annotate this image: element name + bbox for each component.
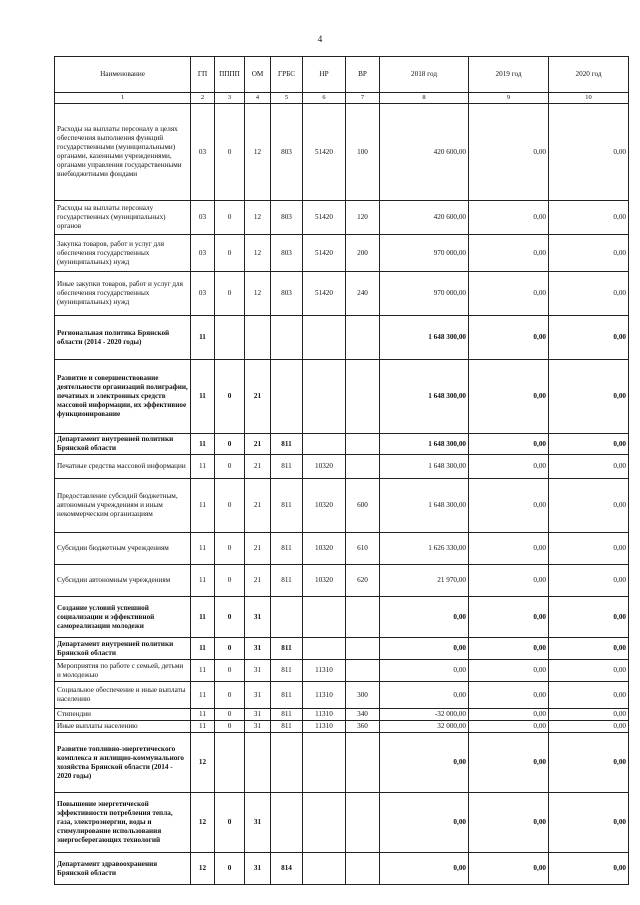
table-cell: 0,00 — [380, 853, 469, 885]
table-cell: 0,00 — [549, 455, 629, 479]
table-cell — [303, 434, 346, 455]
table-cell: 12 — [245, 104, 271, 201]
row-name-cell: Закупка товаров, работ и услуг для обеспечения государственных (муниципальных) нужд — [55, 235, 191, 272]
table-cell — [303, 853, 346, 885]
table-cell — [346, 434, 380, 455]
table-cell: 0,00 — [469, 104, 549, 201]
table-cell: 11 — [191, 709, 215, 721]
table-cell: 0,00 — [469, 455, 549, 479]
table-cell — [303, 316, 346, 360]
table-cell: 0 — [215, 853, 245, 885]
table-cell: 11 — [191, 682, 215, 709]
row-name-cell: Департамент внутренней политики Брянской области — [55, 434, 191, 455]
table-cell — [271, 597, 303, 638]
table-cell: 11 — [191, 360, 215, 434]
table-cell: 0,00 — [469, 272, 549, 316]
table-cell: 803 — [271, 235, 303, 272]
row-name-cell: Печатные средства массовой информации — [55, 455, 191, 479]
table-cell: 11310 — [303, 660, 346, 682]
table-cell — [271, 316, 303, 360]
table-cell: 0 — [215, 455, 245, 479]
table-cell — [215, 733, 245, 793]
table-cell: 11 — [191, 479, 215, 533]
table-cell: 0,00 — [549, 316, 629, 360]
table-cell: 31 — [245, 660, 271, 682]
table-cell: 0,00 — [469, 733, 549, 793]
table-cell — [346, 660, 380, 682]
table-cell: 11 — [191, 316, 215, 360]
table-cell: 0 — [215, 597, 245, 638]
table-cell: 0,00 — [469, 434, 549, 455]
table-cell: 0 — [215, 235, 245, 272]
table-cell: 811 — [271, 455, 303, 479]
table-cell: 12 — [245, 272, 271, 316]
row-name-cell: Иные выплаты населению — [55, 721, 191, 733]
table-cell: 0,00 — [469, 565, 549, 597]
table-cell — [303, 360, 346, 434]
row-name-cell: Расходы на выплаты персоналу государственных (муниципальных) органов — [55, 201, 191, 235]
table-row — [55, 565, 629, 597]
table-cell: 240 — [346, 272, 380, 316]
table-cell: 21 — [245, 565, 271, 597]
row-name-cell: Региональная политика Брянской области (2014 - 2020 годы) — [55, 316, 191, 360]
table-cell: 21 — [245, 533, 271, 565]
table-cell: 0,00 — [469, 316, 549, 360]
row-name-cell: Субсидии автономным учреждениям — [55, 565, 191, 597]
table-cell: 10320 — [303, 565, 346, 597]
table-cell: 0,00 — [549, 565, 629, 597]
table-row — [55, 721, 629, 733]
table-cell: 0,00 — [549, 235, 629, 272]
table-cell — [346, 360, 380, 434]
table-row — [55, 104, 629, 201]
table-row — [55, 360, 629, 434]
header-row — [55, 57, 629, 93]
column-header: ГП — [191, 57, 215, 93]
table-cell: 11 — [191, 565, 215, 597]
column-number: 6 — [303, 93, 346, 104]
table-row — [55, 533, 629, 565]
table-cell: 360 — [346, 721, 380, 733]
table-cell: 1 648 300,00 — [380, 316, 469, 360]
table-cell: 0 — [215, 721, 245, 733]
table-cell: 0,00 — [469, 597, 549, 638]
table-cell: 0,00 — [469, 709, 549, 721]
table-cell: 340 — [346, 709, 380, 721]
column-number: 10 — [549, 93, 629, 104]
table-row — [55, 853, 629, 885]
column-number: 1 — [55, 93, 191, 104]
table-cell: 0 — [215, 565, 245, 597]
column-header: ВР — [346, 57, 380, 93]
row-name-cell: Расходы на выплаты персоналу в целях обеспечения выполнения функций государственными (муниципальными) органами, казенными учреждениями, органами управления государственными внебюджетными фондами — [55, 104, 191, 201]
table-cell — [303, 793, 346, 853]
table-cell: 1 648 300,00 — [380, 455, 469, 479]
table-cell: 51420 — [303, 235, 346, 272]
table-cell: 600 — [346, 479, 380, 533]
table-cell: 811 — [271, 565, 303, 597]
table-cell: 10320 — [303, 455, 346, 479]
column-number: 8 — [380, 93, 469, 104]
row-name-cell: Иные закупки товаров, работ и услуг для обеспечения государственных (муниципальных) нужд — [55, 272, 191, 316]
table-cell: 0,00 — [549, 104, 629, 201]
column-number: 9 — [469, 93, 549, 104]
table-row — [55, 479, 629, 533]
table-cell: 1 648 300,00 — [380, 479, 469, 533]
table-cell: 420 600,00 — [380, 201, 469, 235]
column-header: 2020 год — [549, 57, 629, 93]
table-row — [55, 235, 629, 272]
table-cell: 0,00 — [469, 533, 549, 565]
table-cell: 31 — [245, 638, 271, 660]
table-cell: 31 — [245, 682, 271, 709]
table-cell — [346, 733, 380, 793]
table-row — [55, 709, 629, 721]
table-cell: 300 — [346, 682, 380, 709]
table-cell: 0,00 — [549, 533, 629, 565]
table-cell — [271, 360, 303, 434]
column-number-row — [55, 93, 629, 104]
table-cell: 11 — [191, 455, 215, 479]
table-cell: 620 — [346, 565, 380, 597]
table-cell: 12 — [245, 235, 271, 272]
column-header: 2019 год — [469, 57, 549, 93]
table-cell: 51420 — [303, 272, 346, 316]
row-name-cell: Стипендии — [55, 709, 191, 721]
table-cell: 21 — [245, 455, 271, 479]
table-cell: 0,00 — [549, 272, 629, 316]
column-number: 4 — [245, 93, 271, 104]
table-cell: 12 — [191, 733, 215, 793]
table-row — [55, 316, 629, 360]
column-number: 5 — [271, 93, 303, 104]
table-cell: 0,00 — [469, 853, 549, 885]
table-cell: 21 — [245, 360, 271, 434]
table-cell: 11 — [191, 533, 215, 565]
table-cell: 21 — [245, 479, 271, 533]
table-cell: 970 000,00 — [380, 235, 469, 272]
column-number: 3 — [215, 93, 245, 104]
row-name-cell: Департамент внутренней политики Брянской области — [55, 638, 191, 660]
table-cell: 610 — [346, 533, 380, 565]
table-cell: 0 — [215, 660, 245, 682]
table-cell: 1 648 300,00 — [380, 434, 469, 455]
table-cell: 811 — [271, 721, 303, 733]
page-number: 4 — [317, 34, 323, 44]
table-cell: 31 — [245, 853, 271, 885]
table-cell — [303, 638, 346, 660]
row-name-cell: Мероприятия по работе с семьей, детьми и молодежью — [55, 660, 191, 682]
table-cell: 12 — [245, 201, 271, 235]
table-cell: 51420 — [303, 201, 346, 235]
column-header: НР — [303, 57, 346, 93]
table-cell: 0,00 — [549, 434, 629, 455]
column-header: 2018 год — [380, 57, 469, 93]
table-cell: 0,00 — [380, 660, 469, 682]
table-row — [55, 272, 629, 316]
table-cell: 811 — [271, 533, 303, 565]
table-cell: 31 — [245, 709, 271, 721]
table-cell: 0,00 — [549, 721, 629, 733]
row-name-cell: Повышение энергетической эффективности потребления тепла, газа, электроэнергии, воды и стимулирование использования энергосберегающих технологий — [55, 793, 191, 853]
table-cell — [346, 316, 380, 360]
table-cell: 0,00 — [469, 479, 549, 533]
table-cell: 51420 — [303, 104, 346, 201]
table-cell: 0 — [215, 272, 245, 316]
column-header: Наименование — [55, 57, 191, 93]
table-cell: 11310 — [303, 721, 346, 733]
budget-table — [54, 56, 629, 885]
table-cell: 0,00 — [549, 597, 629, 638]
table-cell — [346, 853, 380, 885]
table-cell: 811 — [271, 682, 303, 709]
table-cell — [303, 733, 346, 793]
table-cell: 0,00 — [469, 660, 549, 682]
table-cell: 0,00 — [469, 721, 549, 733]
table-cell: 0,00 — [380, 682, 469, 709]
table-cell: 0,00 — [549, 479, 629, 533]
table-cell: 0 — [215, 434, 245, 455]
table-cell: 803 — [271, 201, 303, 235]
table-cell: 0,00 — [469, 235, 549, 272]
row-name-cell: Развитие и совершенствование деятельности организаций полиграфии, печатных и электронных средств массовой информации, их эффективное функционирование — [55, 360, 191, 434]
column-number: 7 — [346, 93, 380, 104]
table-cell: 0 — [215, 360, 245, 434]
table-row — [55, 638, 629, 660]
table-cell: 11 — [191, 721, 215, 733]
table-cell: 0,00 — [469, 201, 549, 235]
table-cell: 0,00 — [549, 660, 629, 682]
table-cell: 0,00 — [469, 638, 549, 660]
table-cell: 21 970,00 — [380, 565, 469, 597]
table-cell: 803 — [271, 104, 303, 201]
table-cell — [346, 638, 380, 660]
table-cell: 0 — [215, 682, 245, 709]
table-cell — [303, 597, 346, 638]
column-number: 2 — [191, 93, 215, 104]
table-cell: 0,00 — [549, 360, 629, 434]
table-cell: 1 648 300,00 — [380, 360, 469, 434]
table-cell: 0,00 — [469, 360, 549, 434]
table-cell — [245, 316, 271, 360]
table-cell — [271, 733, 303, 793]
table-cell: 0 — [215, 479, 245, 533]
table-cell — [346, 793, 380, 853]
table-cell: 10320 — [303, 533, 346, 565]
table-body — [55, 104, 629, 885]
table-cell: 03 — [191, 201, 215, 235]
table-cell: 03 — [191, 235, 215, 272]
table-cell: 1 626 330,00 — [380, 533, 469, 565]
table-cell: 11 — [191, 434, 215, 455]
table-cell: 0 — [215, 638, 245, 660]
table-row — [55, 597, 629, 638]
row-name-cell: Создание условий успешной социализации и эффективной самореализации молодежи — [55, 597, 191, 638]
table-cell: 0 — [215, 104, 245, 201]
table-cell: 811 — [271, 479, 303, 533]
table-cell: 0,00 — [380, 638, 469, 660]
row-name-cell: Субсидии бюджетным учреждениям — [55, 533, 191, 565]
table-cell: 420 600,00 — [380, 104, 469, 201]
table-cell: 03 — [191, 104, 215, 201]
table-cell: 0,00 — [380, 597, 469, 638]
table-row — [55, 455, 629, 479]
table-cell: 31 — [245, 793, 271, 853]
table-cell: 0,00 — [549, 682, 629, 709]
table-cell: 814 — [271, 853, 303, 885]
table-cell: 811 — [271, 709, 303, 721]
table-row — [55, 682, 629, 709]
table-cell: 811 — [271, 660, 303, 682]
table-cell: 0 — [215, 533, 245, 565]
table-cell: 120 — [346, 201, 380, 235]
table-cell: 21 — [245, 434, 271, 455]
table-row — [55, 733, 629, 793]
table-cell: 10320 — [303, 479, 346, 533]
table-cell: 31 — [245, 597, 271, 638]
table-cell: 12 — [191, 853, 215, 885]
table-cell: 0,00 — [380, 793, 469, 853]
table-cell: 0,00 — [549, 733, 629, 793]
table-cell: 811 — [271, 434, 303, 455]
table-cell: 0,00 — [469, 682, 549, 709]
table-row — [55, 793, 629, 853]
table-cell — [346, 455, 380, 479]
table-cell: 0 — [215, 709, 245, 721]
table-row — [55, 660, 629, 682]
column-header: ГРБС — [271, 57, 303, 93]
table-cell — [215, 316, 245, 360]
row-name-cell: Предоставление субсидий бюджетным, автономным учреждениям и иным некоммерческим организациям — [55, 479, 191, 533]
table-cell: 11 — [191, 597, 215, 638]
table-cell: 0,00 — [549, 853, 629, 885]
table-cell: 0 — [215, 793, 245, 853]
table-cell: 03 — [191, 272, 215, 316]
table-cell: 0,00 — [469, 793, 549, 853]
table-cell: 32 000,00 — [380, 721, 469, 733]
table-cell: 0,00 — [549, 709, 629, 721]
row-name-cell: Департамент здравоохранения Брянской области — [55, 853, 191, 885]
table-cell: 11 — [191, 638, 215, 660]
table-cell: 11310 — [303, 682, 346, 709]
table-row — [55, 434, 629, 455]
table-cell: 11 — [191, 660, 215, 682]
table-cell: 0 — [215, 201, 245, 235]
column-header: ОМ — [245, 57, 271, 93]
table-cell: 200 — [346, 235, 380, 272]
table-cell: 970 000,00 — [380, 272, 469, 316]
row-name-cell: Социальное обеспечение и иные выплаты населению — [55, 682, 191, 709]
table-cell: -32 000,00 — [380, 709, 469, 721]
table-cell: 803 — [271, 272, 303, 316]
table-cell: 0,00 — [380, 733, 469, 793]
table-cell: 12 — [191, 793, 215, 853]
column-header: ПППП — [215, 57, 245, 93]
table-row — [55, 201, 629, 235]
table-cell — [271, 793, 303, 853]
table-cell — [346, 597, 380, 638]
table-cell: 0,00 — [549, 793, 629, 853]
row-name-cell: Развитие топливно-энергетического комплекса и жилищно-коммунального хозяйства Брянской области (2014 - 2020 годы) — [55, 733, 191, 793]
table-cell: 0,00 — [549, 638, 629, 660]
table-cell: 11310 — [303, 709, 346, 721]
table-cell: 0,00 — [549, 201, 629, 235]
table-cell: 31 — [245, 721, 271, 733]
table-cell — [245, 733, 271, 793]
table-cell: 100 — [346, 104, 380, 201]
table-cell: 811 — [271, 638, 303, 660]
